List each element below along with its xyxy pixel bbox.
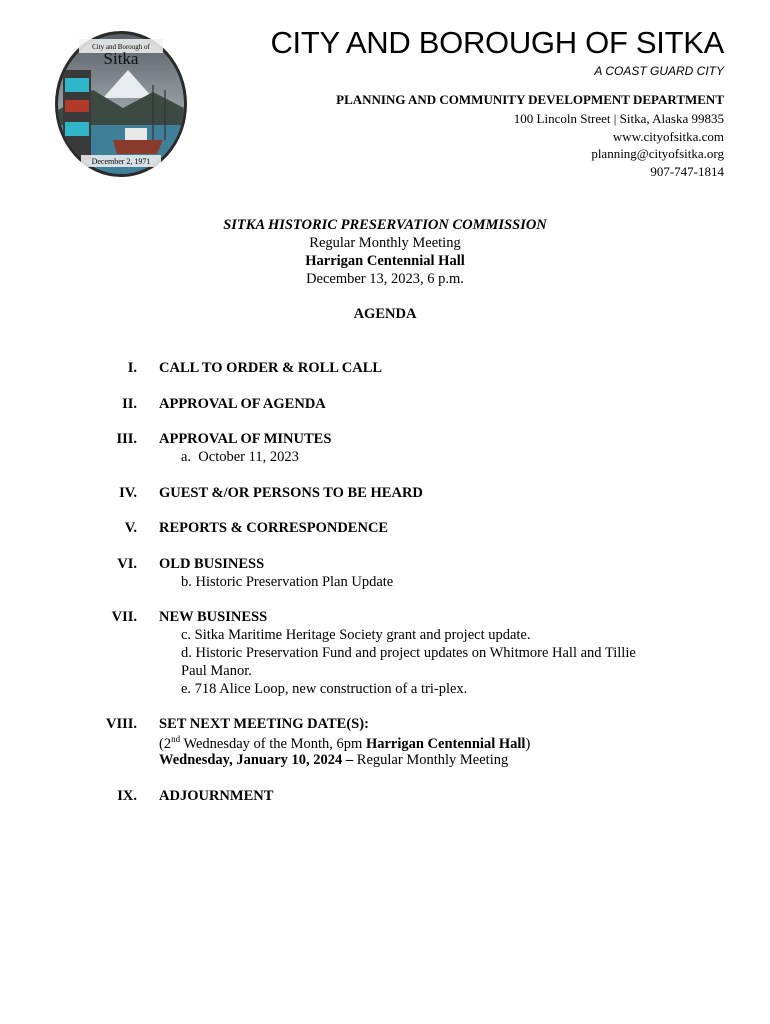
svg-text:Sitka: Sitka xyxy=(103,49,139,68)
sub-item: b. Historic Preservation Plan Update xyxy=(181,574,394,590)
item-title: OLD BUSINESS xyxy=(159,556,265,572)
item-numeral: IX. xyxy=(117,788,137,804)
city-seal-logo xyxy=(53,30,189,178)
item-title: SET NEXT MEETING DATE(S): xyxy=(159,716,369,732)
item-title: NEW BUSINESS xyxy=(159,609,268,625)
city-title: CITY AND BOROUGH OF SITKA xyxy=(270,25,724,60)
address: 100 Lincoln Street | Sitka, Alaska 99835 xyxy=(513,111,724,126)
department-name: PLANNING AND COMMUNITY DEVELOPMENT DEPARTMENT xyxy=(336,92,724,107)
svg-text:December 2, 1971: December 2, 1971 xyxy=(91,157,151,166)
sub-item: a. October 11, 2023 xyxy=(181,449,299,465)
meeting-schedule-line: (2nd Wednesday of the Month, 6pm Harrigan Centennial Hall) xyxy=(159,734,531,752)
sub-item: d. Historic Preservation Fund and project updates on Whitmore Hall and Tillie xyxy=(181,645,636,661)
email-link[interactable]: planning@cityofsitka.org xyxy=(591,146,724,161)
item-numeral: VIII. xyxy=(105,716,137,732)
website-link[interactable]: www.cityofsitka.com xyxy=(612,128,724,144)
phone-number: 907-747-1814 xyxy=(650,163,724,179)
commission-name: SITKA HISTORIC PRESERVATION COMMISSION xyxy=(223,217,547,233)
tagline: A COAST GUARD CITY xyxy=(594,64,724,78)
item-title: GUEST &/OR PERSONS TO BE HEARD xyxy=(159,485,423,501)
item-numeral: VII. xyxy=(111,609,137,625)
contact-block xyxy=(514,110,724,180)
item-numeral: V. xyxy=(124,520,137,536)
item-numeral: III. xyxy=(116,431,137,447)
item-numeral: II. xyxy=(122,396,137,412)
sub-item: e. 718 Alice Loop, new construction of a tri-plex. xyxy=(181,681,468,697)
item-numeral: VI. xyxy=(117,556,137,572)
sub-item: c. Sitka Maritime Heritage Society grant and project update. xyxy=(181,627,531,643)
item-title: REPORTS & CORRESPONDENCE xyxy=(159,520,389,536)
next-meeting-date: Wednesday, January 10, 2024 – Regular Monthly Meeting xyxy=(159,752,509,768)
svg-text:City and Borough of: City and Borough of xyxy=(92,43,150,51)
item-numeral: I. xyxy=(127,360,137,376)
item-title: ADJOURNMENT xyxy=(159,788,274,804)
item-numeral: IV. xyxy=(119,485,137,501)
item-title: APPROVAL OF MINUTES xyxy=(159,431,332,447)
sub-item: Paul Manor. xyxy=(181,663,252,679)
meeting-datetime: December 13, 2023, 6 p.m. xyxy=(306,271,464,287)
meeting-type: Regular Monthly Meeting xyxy=(309,235,461,251)
agenda-title: AGENDA xyxy=(353,306,417,322)
item-title: CALL TO ORDER & ROLL CALL xyxy=(159,360,383,376)
item-title: APPROVAL OF AGENDA xyxy=(159,396,326,412)
meeting-location: Harrigan Centennial Hall xyxy=(305,253,465,269)
